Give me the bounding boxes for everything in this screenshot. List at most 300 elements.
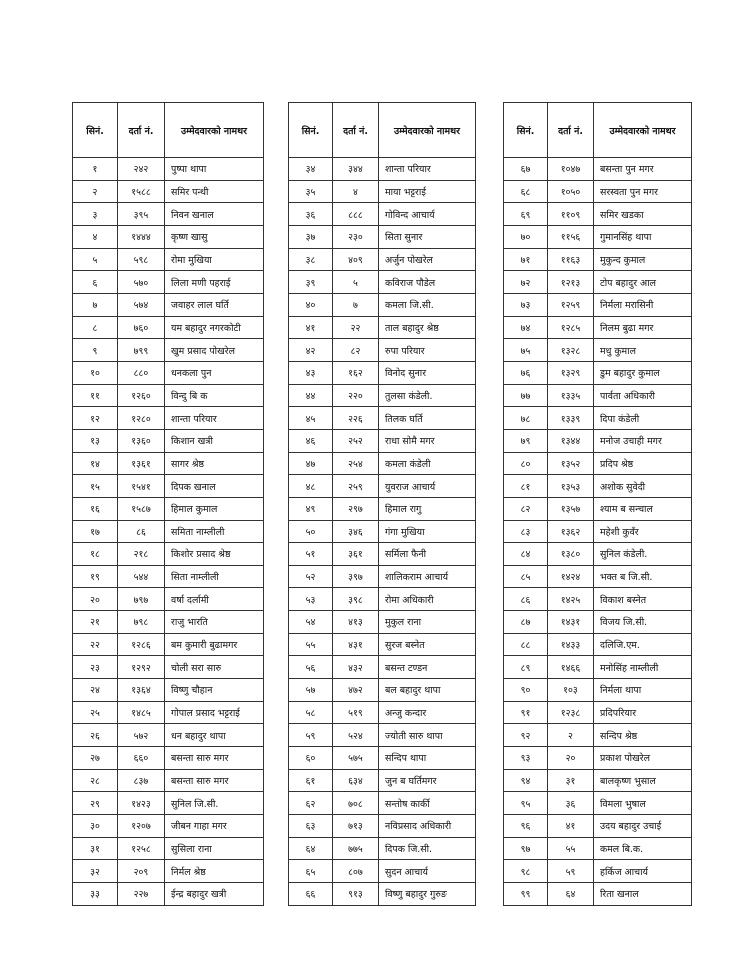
serial-number: ७१ — [504, 248, 548, 271]
serial-number: ८१ — [504, 475, 548, 498]
table-row — [504, 611, 692, 634]
registration-number: १२५८ — [118, 837, 165, 860]
table-row — [289, 384, 476, 407]
table-row — [289, 520, 476, 543]
serial-number: ९६ — [504, 815, 548, 838]
candidate-name: जुन ब घर्तिमगर — [379, 769, 476, 792]
registration-number: ५५ — [548, 837, 594, 860]
serial-number: ३७ — [289, 225, 333, 248]
table-row — [73, 497, 264, 520]
table-row — [504, 225, 692, 248]
table-row — [504, 452, 692, 475]
candidate-name: जीबन गाहा मगर — [165, 815, 264, 838]
table-row — [289, 293, 476, 316]
candidate-name: नविप्रसाद अधिकारी — [379, 815, 476, 838]
table-row — [289, 361, 476, 384]
registration-number: २१८ — [118, 543, 165, 566]
table-row — [73, 293, 264, 316]
registration-number: ५ — [333, 271, 379, 294]
registration-number: १४२५ — [548, 588, 594, 611]
serial-number: ४१ — [289, 316, 333, 339]
candidate-name: ईन्द्र बहादुर खत्री — [165, 883, 264, 906]
registration-number: १४३३ — [548, 633, 594, 656]
serial-number: ३१ — [73, 837, 118, 860]
serial-number: ७३ — [504, 293, 548, 316]
candidate-name: लिला मणी पहराई — [165, 271, 264, 294]
registration-number: १२६० — [118, 384, 165, 407]
candidate-name: मनोज उचाही मगर — [594, 429, 692, 452]
candidate-name: सुनिल कंडेली. — [594, 543, 692, 566]
candidate-name: कमला कंडेली — [379, 452, 476, 475]
registration-number: १३३९ — [548, 407, 594, 430]
serial-number: ८८ — [504, 633, 548, 656]
candidate-name: शान्ता परियार — [165, 407, 264, 430]
serial-number: ६१ — [289, 769, 333, 792]
table-row — [73, 588, 264, 611]
candidate-name: दिपक जि.सी. — [379, 837, 476, 860]
registration-number: ५७० — [118, 271, 165, 294]
candidate-name: चोली सरा सारु — [165, 656, 264, 679]
table-row — [504, 407, 692, 430]
candidate-table-1 — [72, 102, 264, 906]
serial-number: ९१ — [504, 701, 548, 724]
serial-number: ८३ — [504, 520, 548, 543]
serial-number: ५६ — [289, 656, 333, 679]
candidate-name: तुलसा कंडेली. — [379, 384, 476, 407]
candidate-name: डुम बहादुर कुमाल — [594, 361, 692, 384]
serial-number: ४८ — [289, 475, 333, 498]
registration-number: १४३१ — [548, 611, 594, 634]
registration-number: २३० — [333, 225, 379, 248]
serial-number: २९ — [73, 792, 118, 815]
candidate-name: विकाश बस्नेत — [594, 588, 692, 611]
candidate-name: कमला जि.सी. — [379, 293, 476, 316]
name-header: उम्मेदवारको नामथर — [165, 103, 264, 158]
candidate-name: विमला भुषाल — [594, 792, 692, 815]
registration-number: ७७५ — [333, 837, 379, 860]
registration-number: १२९२ — [118, 656, 165, 679]
table-row — [73, 815, 264, 838]
registration-number: ७९८ — [118, 611, 165, 634]
serial-number: ५४ — [289, 611, 333, 634]
candidate-name: हिमाल रागु — [379, 497, 476, 520]
table-row — [504, 701, 692, 724]
table-row — [73, 158, 264, 181]
candidate-name: कृष्ण खासु — [165, 225, 264, 248]
table-row — [289, 747, 476, 770]
registration-number: १३६४ — [118, 679, 165, 702]
table-row — [504, 815, 692, 838]
registration-number: ७९७ — [118, 588, 165, 611]
candidate-name: ज्योती सारु थापा — [379, 724, 476, 747]
table-row — [73, 633, 264, 656]
registration-number: २२० — [333, 384, 379, 407]
candidate-name: दिपा कंडेली — [594, 407, 692, 430]
registration-number: ८३७ — [118, 769, 165, 792]
table-row — [289, 158, 476, 181]
serial-number: २८ — [73, 769, 118, 792]
table-row — [289, 769, 476, 792]
table-row — [289, 815, 476, 838]
table-row — [289, 883, 476, 906]
serial-number: ६५ — [289, 860, 333, 883]
serial-number: ६३ — [289, 815, 333, 838]
sn-header: सिनं. — [504, 103, 548, 158]
registration-number: १३६२ — [548, 520, 594, 543]
serial-number: १४ — [73, 452, 118, 475]
registration-number: १३३५ — [548, 384, 594, 407]
table-row — [504, 248, 692, 271]
registration-number: १३६१ — [118, 452, 165, 475]
serial-number: ७९ — [504, 429, 548, 452]
sn-header: सिनं. — [289, 103, 333, 158]
registration-number: ९१३ — [333, 883, 379, 906]
registration-number: ३६ — [548, 792, 594, 815]
serial-number: ६२ — [289, 792, 333, 815]
table-row — [73, 475, 264, 498]
serial-number: ३२ — [73, 860, 118, 883]
serial-number: १७ — [73, 520, 118, 543]
registration-number: १२८५ — [548, 316, 594, 339]
candidate-name: सिता सुनार — [379, 225, 476, 248]
table-row — [73, 248, 264, 271]
candidate-name: विष्णु चौहान — [165, 679, 264, 702]
table-row — [289, 339, 476, 362]
table-row — [504, 792, 692, 815]
serial-number: ५८ — [289, 701, 333, 724]
table-row — [73, 769, 264, 792]
candidate-name: बसन्ता सारु मगर — [165, 747, 264, 770]
registration-number: २२७ — [118, 883, 165, 906]
candidate-name: शालिकराम आचार्य — [379, 565, 476, 588]
serial-number: ८६ — [504, 588, 548, 611]
registration-number: २ — [548, 724, 594, 747]
candidate-name: सन्तोष कार्की — [379, 792, 476, 815]
serial-number: ७८ — [504, 407, 548, 430]
candidate-name: प्रदिप श्रेष्ठ — [594, 452, 692, 475]
serial-number: ५७ — [289, 679, 333, 702]
serial-number: ४९ — [289, 497, 333, 520]
candidate-name: शान्ता परियार — [379, 158, 476, 181]
candidate-name: गुमानसिंह थापा — [594, 225, 692, 248]
table-row — [289, 543, 476, 566]
registration-number: २२ — [333, 316, 379, 339]
serial-number: २७ — [73, 747, 118, 770]
candidate-name: निर्मला मरासिनी — [594, 293, 692, 316]
table-row — [73, 452, 264, 475]
serial-number: ९३ — [504, 747, 548, 770]
table-row — [289, 407, 476, 430]
registration-number: ७१३ — [333, 815, 379, 838]
table-row — [73, 180, 264, 203]
table-row — [73, 543, 264, 566]
candidate-name: राजु भारति — [165, 611, 264, 634]
candidate-name: उदय बहादुर उचाई — [594, 815, 692, 838]
candidate-name: विजय जि.सी. — [594, 611, 692, 634]
registration-number: ६६० — [118, 747, 165, 770]
registration-number: १२३८ — [548, 701, 594, 724]
registration-number: ३१ — [548, 769, 594, 792]
candidate-name: निर्मला थापा — [594, 679, 692, 702]
candidate-name: बालकृष्ण भुसाल — [594, 769, 692, 792]
table-row — [504, 361, 692, 384]
table-row — [289, 611, 476, 634]
registration-number: ७ — [333, 293, 379, 316]
candidate-name: विन्दु बि क — [165, 384, 264, 407]
header-row — [73, 103, 264, 158]
registration-number: १५८८ — [118, 180, 165, 203]
serial-number: २३ — [73, 656, 118, 679]
table-row — [289, 271, 476, 294]
candidate-name: भक्त ब जि.सी. — [594, 565, 692, 588]
serial-number: ७४ — [504, 316, 548, 339]
candidate-name: ताल बहादुर श्रेष्ठ — [379, 316, 476, 339]
candidate-name: हर्किज आचार्य — [594, 860, 692, 883]
table-row — [73, 339, 264, 362]
registration-number: ७०८ — [333, 792, 379, 815]
candidate-name: विनोद सुनार — [379, 361, 476, 384]
serial-number: ३० — [73, 815, 118, 838]
table-row — [289, 475, 476, 498]
serial-number: १५ — [73, 475, 118, 498]
serial-number: १३ — [73, 429, 118, 452]
table-row — [504, 271, 692, 294]
table-row — [289, 837, 476, 860]
candidate-name: सुनिल जि.सी. — [165, 792, 264, 815]
table-row — [289, 701, 476, 724]
candidate-name: सन्दिप थापा — [379, 747, 476, 770]
table-row — [73, 361, 264, 384]
registration-number: १३५७ — [548, 497, 594, 520]
candidate-name: जवाहर लाल घर्ति — [165, 293, 264, 316]
candidate-name: धन बहादुर थापा — [165, 724, 264, 747]
registration-number: ४०९ — [333, 248, 379, 271]
table-row — [73, 203, 264, 226]
serial-number: ५२ — [289, 565, 333, 588]
registration-number: ५४४ — [118, 565, 165, 588]
registration-number: ४१ — [548, 815, 594, 838]
candidate-name: राधा सोमै मगर — [379, 429, 476, 452]
registration-number: १३२९ — [548, 361, 594, 384]
serial-number: ११ — [73, 384, 118, 407]
table-row — [289, 792, 476, 815]
registration-number: ५१९ — [333, 701, 379, 724]
table-row — [504, 316, 692, 339]
table-row — [289, 429, 476, 452]
registration-number: १४८५ — [118, 701, 165, 724]
registration-number: ३४६ — [333, 520, 379, 543]
candidate-name: बल बहादुर थापा — [379, 679, 476, 702]
serial-number: ६८ — [504, 180, 548, 203]
registration-number: १०४७ — [548, 158, 594, 181]
candidate-table-3 — [503, 102, 692, 906]
registration-number: २२६ — [333, 407, 379, 430]
table-row — [73, 724, 264, 747]
candidate-name: सागर श्रेष्ठ — [165, 452, 264, 475]
registration-number: २०९ — [118, 860, 165, 883]
table-row — [504, 633, 692, 656]
candidate-name: निर्मल श्रेष्ठ — [165, 860, 264, 883]
table-row — [73, 679, 264, 702]
table-row — [504, 565, 692, 588]
candidate-name: पुष्पा थापा — [165, 158, 264, 181]
candidate-name: बसन्ता पुन मगर — [594, 158, 692, 181]
serial-number: ९४ — [504, 769, 548, 792]
registration-number: १२८० — [118, 407, 165, 430]
serial-number: ३४ — [289, 158, 333, 181]
registration-number: २५९ — [333, 475, 379, 498]
serial-number: ५ — [73, 248, 118, 271]
registration-number: १२१३ — [548, 271, 594, 294]
table-row — [289, 180, 476, 203]
table-row — [73, 701, 264, 724]
table-row — [289, 497, 476, 520]
serial-number: २ — [73, 180, 118, 203]
registration-number: १२०७ — [118, 815, 165, 838]
table-row — [73, 611, 264, 634]
serial-number: ८२ — [504, 497, 548, 520]
table-row — [289, 724, 476, 747]
registration-number: ५७५ — [333, 747, 379, 770]
candidate-name: रिता खनाल — [594, 883, 692, 906]
registration-number: १६२ — [333, 361, 379, 384]
table-row — [289, 588, 476, 611]
serial-number: ४ — [73, 225, 118, 248]
registration-number: ११५६ — [548, 225, 594, 248]
candidate-name: समिर खडका — [594, 203, 692, 226]
candidate-name: महेशी कुवँर — [594, 520, 692, 543]
registration-number: १३४४ — [548, 429, 594, 452]
table-row — [504, 883, 692, 906]
table-row — [504, 837, 692, 860]
serial-number: ७० — [504, 225, 548, 248]
candidate-name: रोमा अधिकारी — [379, 588, 476, 611]
serial-number: २६ — [73, 724, 118, 747]
registration-number: ७९९ — [118, 339, 165, 362]
registration-number: १५४१ — [118, 475, 165, 498]
table-row — [504, 475, 692, 498]
table-row — [289, 633, 476, 656]
table-row — [289, 316, 476, 339]
serial-number: २० — [73, 588, 118, 611]
table-row — [504, 203, 692, 226]
sn-header: सिनं. — [73, 103, 118, 158]
registration-number: १३६० — [118, 429, 165, 452]
serial-number: ५५ — [289, 633, 333, 656]
serial-number: ३३ — [73, 883, 118, 906]
candidate-name: मुकुल राना — [379, 611, 476, 634]
registration-number: ३९८ — [333, 588, 379, 611]
table-row — [73, 656, 264, 679]
serial-number: १ — [73, 158, 118, 181]
table-row — [504, 384, 692, 407]
serial-number: ३६ — [289, 203, 333, 226]
registration-number: २५४ — [333, 452, 379, 475]
candidate-name: निवन खनाल — [165, 203, 264, 226]
table-row — [73, 271, 264, 294]
table-row — [289, 656, 476, 679]
registration-number: ५९८ — [118, 248, 165, 271]
reg-header: दर्ता नं. — [118, 103, 165, 158]
serial-number: ६ — [73, 271, 118, 294]
table-row — [73, 520, 264, 543]
registration-number: ३९५ — [118, 203, 165, 226]
candidate-name: मुकुन्द कुमाल — [594, 248, 692, 271]
candidate-name: सुसिला राना — [165, 837, 264, 860]
registration-number: १२५९ — [548, 293, 594, 316]
candidate-name: प्रदिपरियार — [594, 701, 692, 724]
candidate-name: गंगा मुखिया — [379, 520, 476, 543]
candidate-name: बम कुमारी बुढामगर — [165, 633, 264, 656]
serial-number: ६० — [289, 747, 333, 770]
serial-number: ९५ — [504, 792, 548, 815]
serial-number: ९८ — [504, 860, 548, 883]
candidate-name: सुदन आचार्य — [379, 860, 476, 883]
serial-number: ५१ — [289, 543, 333, 566]
candidate-name: गोविन्द आचार्य — [379, 203, 476, 226]
table-row — [289, 565, 476, 588]
candidate-name: गोपाल प्रसाद भट्टराई — [165, 701, 264, 724]
serial-number: ७७ — [504, 384, 548, 407]
table-row — [504, 339, 692, 362]
registration-number: १३५२ — [548, 452, 594, 475]
candidate-name: पार्वता अधिकारी — [594, 384, 692, 407]
candidate-name: मनोसिंह नाम्लीली — [594, 656, 692, 679]
table-row — [504, 497, 692, 520]
serial-number: १६ — [73, 497, 118, 520]
candidate-name: श्याम ब सन्चाल — [594, 497, 692, 520]
serial-number: ८५ — [504, 565, 548, 588]
registration-number: ४७२ — [333, 679, 379, 702]
candidate-name: बसन्त टण्डन — [379, 656, 476, 679]
reg-header: दर्ता नं. — [333, 103, 379, 158]
candidate-name: निलम बुढा मगर — [594, 316, 692, 339]
registration-number: १५८७ — [118, 497, 165, 520]
registration-number: ८८८ — [333, 203, 379, 226]
candidate-name: कमल बि.क. — [594, 837, 692, 860]
serial-number: २४ — [73, 679, 118, 702]
table-row — [504, 429, 692, 452]
registration-number: २५२ — [333, 429, 379, 452]
serial-number: ४२ — [289, 339, 333, 362]
serial-number: ४५ — [289, 407, 333, 430]
table-row — [504, 588, 692, 611]
registration-number: २० — [548, 747, 594, 770]
candidate-name: खुम प्रसाद पोखरेल — [165, 339, 264, 362]
candidate-name: दिपक खनाल — [165, 475, 264, 498]
table-row — [504, 724, 692, 747]
registration-number: ५७४ — [118, 293, 165, 316]
registration-number: २४२ — [118, 158, 165, 181]
registration-number: ८०७ — [333, 860, 379, 883]
candidate-table-2 — [288, 102, 476, 906]
serial-number: ९० — [504, 679, 548, 702]
serial-number: १८ — [73, 543, 118, 566]
table-row — [73, 429, 264, 452]
candidate-name: रोमा मुखिया — [165, 248, 264, 271]
table-row — [73, 407, 264, 430]
serial-number: ५३ — [289, 588, 333, 611]
serial-number: ६६ — [289, 883, 333, 906]
table-row — [289, 679, 476, 702]
candidate-name: सर्मिला फैनी — [379, 543, 476, 566]
table-row — [504, 293, 692, 316]
table-row — [289, 452, 476, 475]
serial-number: ४७ — [289, 452, 333, 475]
candidate-name: अन्जु कन्दार — [379, 701, 476, 724]
serial-number: ९९ — [504, 883, 548, 906]
table-row — [504, 679, 692, 702]
